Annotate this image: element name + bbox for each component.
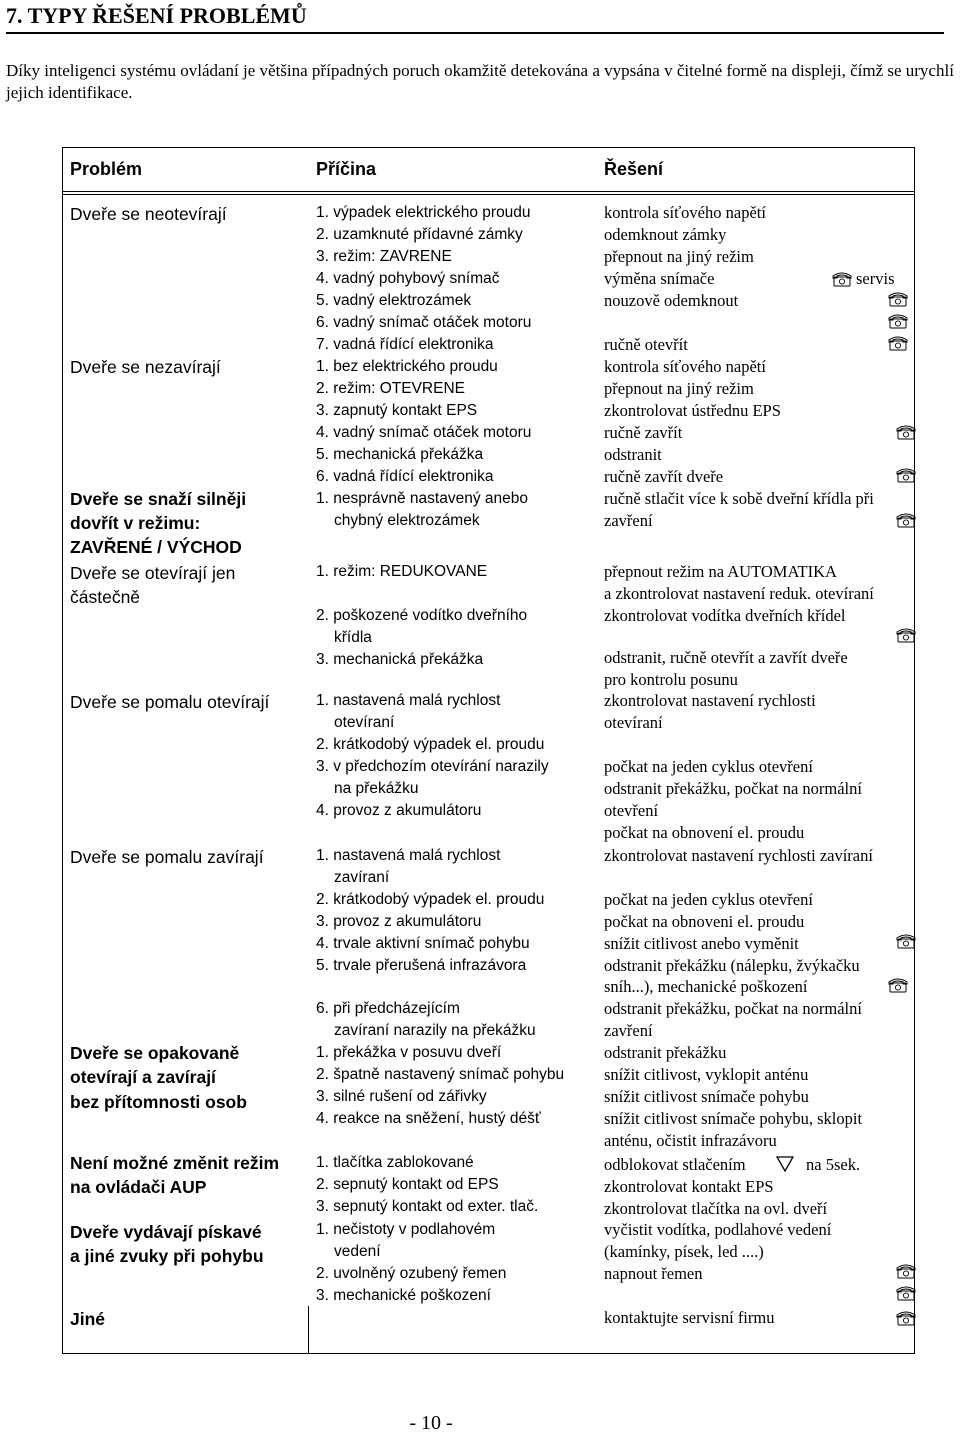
- solution-line: na 5sek.: [806, 1155, 861, 1174]
- solution-line: kontrola síťového napětí: [604, 203, 766, 222]
- cause-line: 3. v předchozím otevírání narazily: [316, 758, 549, 775]
- solution-line: pro kontrolu posunu: [604, 670, 738, 689]
- solution-line: přepnout na jiný režim: [604, 247, 754, 266]
- cause-line: 2. špatně nastavený snímač pohybu: [316, 1066, 565, 1083]
- cause-line: 2. krátkodobý výpadek el. proudu: [316, 891, 545, 908]
- problem-cell: Dveře se nezavírají: [70, 357, 221, 377]
- phone-icon: [896, 1263, 916, 1279]
- solution-line: ručně otevřít: [604, 335, 688, 354]
- cause-line: 2. poškozené vodítko dveřního: [316, 607, 528, 624]
- problem-cell: dovřít v režimu:: [70, 513, 201, 533]
- intro-paragraph: Díky inteligenci systému ovládaní je většina případných poruch okamžitě detekována a vypsána v čitelné formě na displeji, čímž se urychlí jejich identifikace.: [6, 61, 954, 102]
- cause-line: vedení: [334, 1243, 381, 1260]
- cause-line: 5. mechanická překážka: [316, 446, 484, 463]
- problem-cell: a jiné zvuky při pohybu: [70, 1246, 264, 1266]
- problem-cell: Dveře vydávají pískavé: [70, 1222, 262, 1242]
- solution-line: odstranit překážku: [604, 1043, 727, 1062]
- cause-line: 5. vadný elektrozámek: [316, 292, 472, 309]
- cause-line: 6. vadná řídící elektronika: [316, 468, 494, 485]
- problem-cell: Dveře se otevírají jen: [70, 563, 236, 583]
- cause-line: 3. silné rušení od zářivky: [316, 1088, 487, 1105]
- phone-icon: [896, 467, 916, 483]
- problem-cell: částečně: [70, 587, 141, 607]
- cause-line: 1. výpadek elektrického proudu: [316, 204, 531, 221]
- solution-line: zavření: [604, 1021, 653, 1040]
- last-row-divider: [308, 1306, 309, 1354]
- solution-line: (kamínky, písek, led ....): [604, 1242, 764, 1261]
- solution-line: kontrola síťového napětí: [604, 357, 766, 376]
- phone-icon: [896, 1310, 916, 1326]
- cause-line: 1. tlačítka zablokované: [316, 1154, 474, 1171]
- problem-cell: otevírají a zavírají: [70, 1067, 216, 1087]
- solution-line: odstranit překážku, počkat na normální: [604, 779, 862, 798]
- solution-line: přepnout režim na AUTOMATIKA: [604, 562, 837, 581]
- header-divider: [62, 191, 915, 192]
- solution-line: anténu, očistit infrazávoru: [604, 1131, 777, 1150]
- solution-line: zkontrolovat nastavení rychlosti: [604, 691, 816, 710]
- cause-line: 3. mechanické poškození: [316, 1287, 491, 1304]
- phone-icon: [896, 424, 916, 440]
- cause-line: 3. režim: ZAVRENE: [316, 248, 452, 265]
- solution-line: odstranit: [604, 445, 662, 464]
- cause-line: 3. mechanická překážka: [316, 651, 484, 668]
- solution-line: otevření: [604, 801, 659, 820]
- phone-icon: [832, 271, 852, 287]
- solution-line: ručně zavřít dveře: [604, 467, 724, 486]
- problem-cell: Dveře se pomalu zavírají: [70, 847, 264, 867]
- cause-line: 4. provoz z akumulátoru: [316, 802, 482, 819]
- solution-line: snížit citlivost snímače pohybu: [604, 1087, 809, 1106]
- cause-line: 4. vadný pohybový snímač: [316, 270, 500, 287]
- phone-icon: [896, 627, 916, 643]
- solution-line: odemknout zámky: [604, 225, 727, 244]
- cause-line: 2. režim: OTEVRENE: [316, 380, 465, 397]
- cause-line: 4. trvale aktivní snímač pohybu: [316, 935, 530, 952]
- solution-line: výměna snímače: [604, 269, 715, 288]
- cause-line: 2. krátkodobý výpadek el. proudu: [316, 736, 545, 753]
- solution-line: nouzově odemknout: [604, 291, 739, 310]
- phone-icon: [888, 977, 908, 993]
- cause-line: 3. sepnutý kontakt od exter. tlač.: [316, 1198, 539, 1215]
- cause-line: 5. trvale přerušená infrazávora: [316, 957, 527, 974]
- phone-icon: [888, 291, 908, 307]
- problem-cell: Jiné: [70, 1309, 106, 1329]
- cause-line: otevíraní: [334, 714, 395, 731]
- cause-line: 1. nečistoty v podlahovém: [316, 1221, 496, 1238]
- solution-line: sníh...), mechanické poškození: [604, 977, 808, 996]
- solution-line: odstranit překážku (nálepku, žvýkačku: [604, 956, 860, 975]
- solution-line: počkat na obnoveni el. proudu: [604, 912, 805, 931]
- problem-cell: na ovládači AUP: [70, 1177, 207, 1197]
- cause-line: na překážku: [334, 780, 419, 797]
- cause-line: 4. vadný snímač otáček motoru: [316, 424, 532, 441]
- solution-line: zkontrolovat vodítka dveřních křídel: [604, 606, 846, 625]
- cause-line: 1. nastavená malá rychlost: [316, 847, 501, 864]
- cause-line: 6. při předcházejícím: [316, 1000, 460, 1017]
- problem-cell: ZAVŘENÉ / VÝCHOD: [70, 537, 242, 557]
- solution-line: odblokovat stlačením: [604, 1155, 746, 1174]
- cause-line: křídla: [334, 629, 372, 646]
- solution-line: snížit citlivost snímače pohybu, sklopit: [604, 1109, 863, 1128]
- cause-line: 3. zapnutý kontakt EPS: [316, 402, 478, 419]
- problem-cell: Není možné změnit režim: [70, 1153, 280, 1173]
- problem-cell: Dveře se pomalu otevírají: [70, 692, 270, 712]
- solution-line: ručně zavřít: [604, 423, 683, 442]
- header-cause: Příčina: [316, 159, 377, 179]
- phone-icon: [896, 512, 916, 528]
- solution-line: napnout řemen: [604, 1264, 703, 1283]
- cause-line: 4. reakce na sněžení, hustý déšť: [316, 1110, 541, 1127]
- cause-line: zavíraní: [334, 869, 390, 886]
- problem-cell: Dveře se snaží silněji: [70, 489, 247, 509]
- solution-line: zkontrolovat nastavení rychlosti zavíraní: [604, 846, 873, 865]
- servis-label: servis: [856, 269, 895, 288]
- cause-line: 2. uvolněný ozubený řemen: [316, 1265, 507, 1282]
- solution-line: snížit citlivost anebo vyměnit: [604, 934, 799, 953]
- solution-line: počkat na obnovení el. proudu: [604, 823, 805, 842]
- cause-line: 1. bez elektrického proudu: [316, 358, 498, 375]
- solution-line: zavření: [604, 511, 653, 530]
- cause-line: 1. nesprávně nastavený anebo: [316, 490, 528, 507]
- solution-line: zkontrolovat kontakt EPS: [604, 1177, 774, 1196]
- header-problem: Problém: [70, 159, 143, 179]
- solution-line: odstranit, ručně otevřít a zavřít dveře: [604, 648, 848, 667]
- page-number: - 10 -: [409, 1412, 453, 1434]
- cause-line: 1. nastavená malá rychlost: [316, 692, 501, 709]
- header-solution: Řešení: [604, 159, 664, 179]
- header-divider-second: [62, 194, 915, 195]
- solution-line: vyčistit vodítka, podlahové vedení: [604, 1220, 832, 1239]
- cause-line: 3. provoz z akumulátoru: [316, 913, 482, 930]
- solution-line: přepnout na jiný režim: [604, 379, 754, 398]
- solution-line: otevíraní: [604, 713, 663, 732]
- solution-line: kontaktujte servisní firmu: [604, 1308, 775, 1327]
- solution-line: počkat na jeden cyklus otevření: [604, 890, 813, 909]
- cause-line: 2. uzamknuté přídavné zámky: [316, 226, 523, 243]
- solution-line: zkontrolovat tlačítka na ovl. dveří: [604, 1199, 828, 1218]
- solution-line: počkat na jeden cyklus otevření: [604, 757, 813, 776]
- solution-line: snížit citlivost, vyklopit anténu: [604, 1065, 809, 1084]
- solution-line: zkontrolovat ústřednu EPS: [604, 401, 781, 420]
- cause-line: 7. vadná řídící elektronika: [316, 336, 494, 353]
- phone-icon: [896, 933, 916, 949]
- solution-line: a zkontrolovat nastavení reduk. otevíraní: [604, 584, 874, 603]
- cause-line: 6. vadný snímač otáček motoru: [316, 314, 532, 331]
- phone-icon: [896, 1285, 916, 1301]
- page-title: 7. TYPY ŘEŠENÍ PROBLÉMŮ: [6, 2, 944, 34]
- phone-icon: [888, 313, 908, 329]
- cause-line: 2. sepnutý kontakt od EPS: [316, 1176, 499, 1193]
- cause-line: zavíraní narazily na překážku: [334, 1022, 536, 1039]
- problem-cell: Dveře se opakovaně: [70, 1043, 240, 1063]
- cause-line: chybný elektrozámek: [334, 512, 480, 529]
- cause-line: 1. režim: REDUKOVANE: [316, 563, 488, 580]
- phone-icon: [888, 335, 908, 351]
- down-triangle-icon: [776, 1156, 794, 1172]
- cause-line: 1. překážka v posuvu dveří: [316, 1044, 502, 1061]
- problem-cell: bez přítomnosti osob: [70, 1092, 247, 1112]
- solution-line: odstranit překážku, počkat na normální: [604, 999, 862, 1018]
- solution-line: ručně stlačit více k sobě dveřní křídla při: [604, 489, 874, 508]
- problem-cell: Dveře se neotevírají: [70, 204, 227, 224]
